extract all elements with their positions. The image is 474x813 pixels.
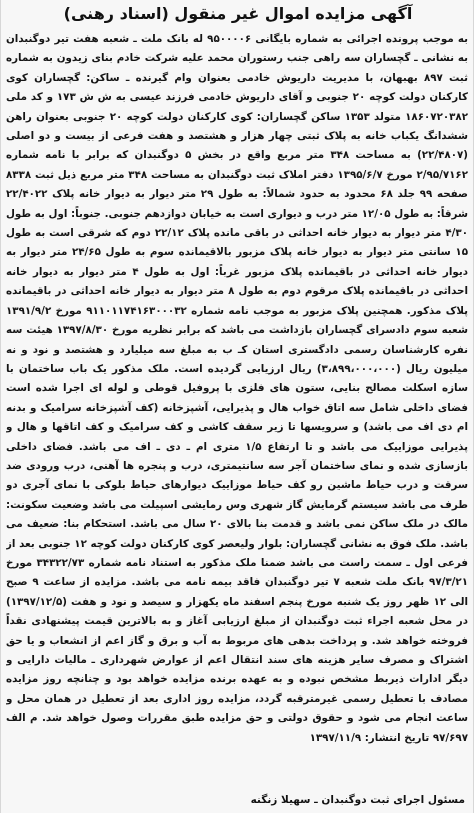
- notice-body: به موجب پرونده اجرائی به شماره بایگانی ۹۵۰۰۰۰۶ له بانک ملت ـ شعبه هفت تیر دوگنبدان به نشانی ـ گچساران سه راهی جنب رستوران محمد علیه شرکت خادم بنای زیدون به شماره ثبت ۸۹۷ بهبهان، با مدیریت داریوش خادمی بعنوان وام گیرنده ـ ساکن: گچساران کوی کارکنان دولت کوچه ۲۰ جنوبی و آقای داریوش خادمی فرزند عیسی به ش ش ۱۷۳ و کد ملی ۱۸۶۰۷۲۰۳۸۲ متولد ۱۳۵۳ ساکن گچساران: کوی کارکنان دولت کوچه ۲۰ جنوبی بعنوان راهن ششدانگ یکباب خانه به پلاک ثبتی چهار هزار و هشتصد و هفت فرعی از بیست و دو اصلی (۲۲/۴۸۰۷) به مساحت ۳۴۸ متر مربع واقع در بخش ۵ دوگنبدان که برابر با نامه شماره ۲/۹۵/۷۱۶۲ مورخ ۱۳۹۵/۶/۷ دفتر املاک ثبت دوگنبدان به مساحت ۳۴۸ متر مربع ذیل ثبت ۸۳۳۸ صفحه ۹۹ جلد ۶۸ محدود به حدود شمالاً: به طول ۲۹ متر دیوار به دیوار خانه پلاک ۲۲/۴۰۲۲ شرقاً: به طول ۱۲/۰۵ متر درب و دیواری است به خیابان دوازدهم جنوبی. جنوباً: اول به طول ۴/۳۰ متر دیوار به دیوار خانه احداثی در باقی مانده پلاک ۲۲/۱۲ دوم که شرقی است به طول ۱۵ سانتی متر دیوار به دیوار خانه پلاک مزبور بالاقیمانده سوم به طول ۲۴/۶۵ متر دیوار به دیوار خانه احداثی در باقیمانده پلاک مزبور غرباً: اول به طول ۴ متر دیوار به دیوار خانه احداثی در باقیمانده پلاک مرقوم دوم به طول ۸ متر دیوار به دیوار خانه احداثی در باقیمانده پلاک مذکور. همچنین پلاک مزبور به موجب نامه شماره ۹۱۱۰۱۱۷۴۱۶۳۰۰۰۳۲ مورخ ۱۳۹۱/۹/۲ شعبه سوم دادسرای گچساران بازداشت می باشد که برابر نظریه مورخ ۱۳۹۷/۸/۳۰ هیئت سه نفره کارشناسان رسمی دادگستری استان کـ ب به مبلغ سه میلیارد و هشتصد و نود و نه میلیون ریال (۳،۸۹۹،۰۰۰،۰۰۰) ریال ارزیابی گردیده است. ملک مذکور یک باب ساختمان با سازه اسکلت مصالح بنایی، ستون های فلزی با پروفیل قوطی و لوله ای اجرا شده است فضای داخلی شامل سه اتاق خواب هال و پذیرایی، آشپزخانه (کف آشپزخانه سرامیک و بدنه ام دی اف می باشد) و سرویسها تا زیر سقف کاشی و کف سرامیک و کف اتاقها و هال و پذیرایی موزاییک می باشد و تا ارتفاع ۱/۵ متری ام ـ دی ـ اف می باشد. فضای داخلی بازسازی شده و نمای ساختمان آجر سه سانتیمتری، درب و پنجره ها آهنی، درب ورودی ضد سرقت و درب حیاط ماشین رو کف حیاط موزاییک دیوارهای حیاط بلوکی با نمای آجری دو طرف می باشد سیستم گرمایش گاز شهری وس رمایشی اسپیلت می باشد وضعیت سکونت: مالک در ملک ساکن نمی باشد و قدمت بنا بالای ۲۰ سال می باشد. استحکام بنا: ضعیف می باشد. ملک فوق به نشانی گچساران: بلوار ولیعصر کوی کارکنان دولت کوچه ۱۲ جنوبی بعد از فرعی اول ـ سمت راست می باشد ضمنا ملک مذکور به استناد نامه شماره ۳۴۳۲۲/۷۳ مورخ ۹۷/۳/۲۱ بانک ملت شعبه ۷ تیر دوگنبدان فاقد بیمه نامه می باشد. مزایده از ساعت ۹ صبح الی ۱۲ ظهر روز یک شنبه مورخ پنجم اسفند ماه یکهزار و سیصد و نود و هفت (۱۳۹۷/۱۲/۵) در محل شعبه اجراء ثبت دوگنبدان از مبلغ ارزیابی آغاز و به بالاترین قیمت پیشنهادی نقداً فروخته خواهد شد. و پرداخت بدهی های مربوط به آب و برق و گاز اعم از انشعاب و یا حق اشتراک و مصرف سایر هزینه های سند انتقال اعم از عوارض شهرداری ـ مالیات دارایی و دیگر ادارات ذیربط مشخص نبوده و به عهده برنده مزایده خواهد بود و چنانچه روز مزایده مصادف با تعطیل رسمی غیرمترقبه گردد، مزایده روز اداری بعد از تعطیل در همان محل و ساعت انجام می شود و حقوق دولتی و حق مزایده طبق مقررات وصول خواهد شد. م الف ۹۷/۶۹۷ تاریخ انتشار: ۱۳۹۷/۱۱/۹: [6, 33, 468, 744]
- page-title: آگهی مزایده اموال غیر منقول (اسناد رهنی): [63, 4, 413, 23]
- signature-line: مسئول اجرای ثبت دوگنبدان ـ سهیلا زنگنه: [250, 794, 465, 806]
